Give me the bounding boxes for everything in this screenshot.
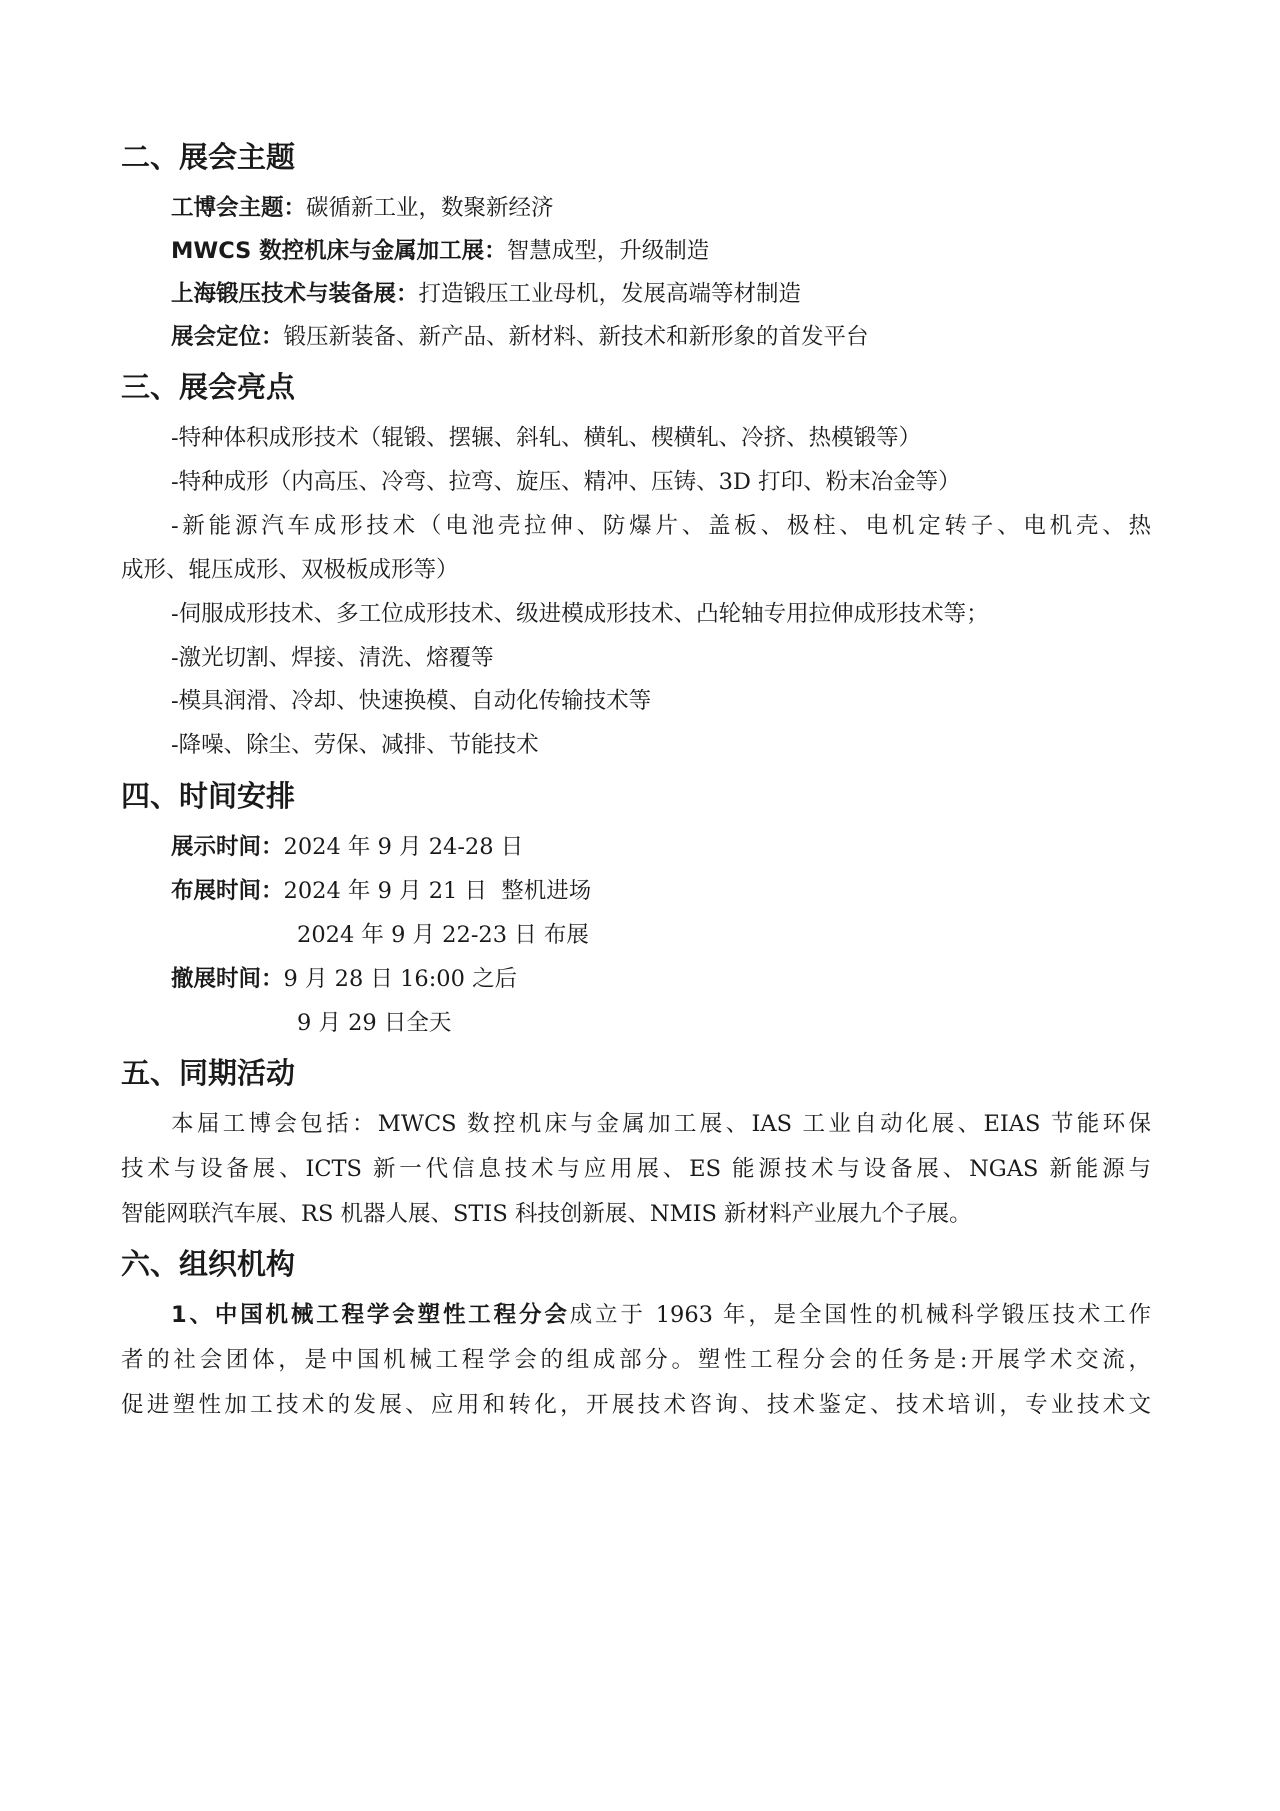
highlight-line: -特种体积成形技术（辊锻、摆辗、斜轧、横轧、楔横轧、冷挤、热模锻等） bbox=[171, 425, 922, 451]
theme-item-mwcs bbox=[171, 236, 709, 266]
schedule-setup-time: 2024 年 9 月 21 日 整机进场 bbox=[283, 878, 592, 904]
highlight-line: -新能源汽车成形技术（电池壳拉伸、防爆片、盖板、极柱、电机定转子、电机壳、热 bbox=[171, 513, 1151, 539]
theme-item-label: MWCS 数控机床与金属加工展： bbox=[171, 238, 507, 264]
section-heading-theme: 二、展会主题 bbox=[121, 140, 296, 174]
schedule-show-row bbox=[171, 832, 523, 862]
events-line: 智能网联汽车展、RS 机器人展、STIS 科技创新展、NMIS 新材料产业展九个子展。 bbox=[121, 1201, 972, 1227]
schedule-dismantle-time: 9 月 28 日 16:00 之后 bbox=[283, 966, 518, 992]
organization-first-line bbox=[171, 1300, 1151, 1330]
theme-item-text: 锻压新装备、新产品、新材料、新技术和新形象的首发平台 bbox=[283, 324, 869, 350]
theme-item-label: 上海锻压技术与装备展： bbox=[171, 281, 419, 307]
organization-line: 促进塑性加工技术的发展、应用和转化，开展技术咨询、技术鉴定、技术培训，专业技术文 bbox=[121, 1392, 1151, 1418]
highlight-line: -伺服成形技术、多工位成形技术、级进模成形技术、凸轮轴专用拉伸成形技术等； bbox=[171, 601, 989, 627]
schedule-dismantle-label: 撤展时间： bbox=[171, 966, 284, 992]
highlight-line: -降噪、除尘、劳保、减排、节能技术 bbox=[171, 732, 539, 758]
schedule-show-label: 展示时间： bbox=[171, 834, 284, 860]
highlight-line: -特种成形（内高压、冷弯、拉弯、旋压、精冲、压铸、3D 打印、粉末冶金等） bbox=[171, 469, 961, 495]
theme-item-text: 碳循新工业，数聚新经济 bbox=[306, 195, 554, 221]
schedule-show-time: 2024 年 9 月 24-28 日 bbox=[283, 834, 524, 860]
highlight-line: -激光切割、焊接、清洗、熔覆等 bbox=[171, 645, 494, 671]
organization-line: 者的社会团体，是中国机械工程学会的组成部分。塑性工程分会的任务是:开展学术交流， bbox=[121, 1347, 1151, 1373]
schedule-dismantle-time-2: 9 月 29 日全天 bbox=[297, 1010, 452, 1036]
section-heading-events: 五、同期活动 bbox=[121, 1056, 296, 1090]
theme-item-expo bbox=[171, 193, 554, 223]
section-heading-highlights: 三、展会亮点 bbox=[121, 370, 296, 404]
theme-item-label: 展会定位： bbox=[171, 324, 284, 350]
events-line: 技术与设备展、ICTS 新一代信息技术与应用展、ES 能源技术与设备展、NGAS 新能源与 bbox=[121, 1156, 1151, 1182]
theme-item-positioning bbox=[171, 322, 869, 352]
theme-item-text: 智慧成型，升级制造 bbox=[506, 238, 710, 264]
section-heading-schedule: 四、时间安排 bbox=[121, 779, 296, 813]
theme-item-text: 打造锻压工业母机，发展高端等材制造 bbox=[418, 281, 802, 307]
theme-item-label: 工博会主题： bbox=[171, 195, 307, 221]
events-line: 本届工博会包括：MWCS 数控机床与金属加工展、IAS 工业自动化展、EIAS 节能环保 bbox=[171, 1111, 1151, 1137]
schedule-dismantle-row bbox=[171, 964, 517, 994]
organization-intro: 成立于 1963 年，是全国性的机械科学锻压技术工作 bbox=[569, 1302, 1151, 1328]
organization-name: 1、中国机械工程学会塑性工程分会 bbox=[171, 1302, 570, 1328]
highlight-line: 成形、辊压成形、双极板成形等） bbox=[121, 557, 459, 583]
schedule-setup-row bbox=[171, 876, 591, 906]
schedule-setup-label: 布展时间： bbox=[171, 878, 284, 904]
theme-item-forging bbox=[171, 279, 801, 309]
section-heading-organization: 六、组织机构 bbox=[121, 1247, 296, 1281]
schedule-setup-time-2: 2024 年 9 月 22-23 日 布展 bbox=[297, 922, 589, 948]
highlight-line: -模具润滑、冷却、快速换模、自动化传输技术等 bbox=[171, 688, 652, 714]
